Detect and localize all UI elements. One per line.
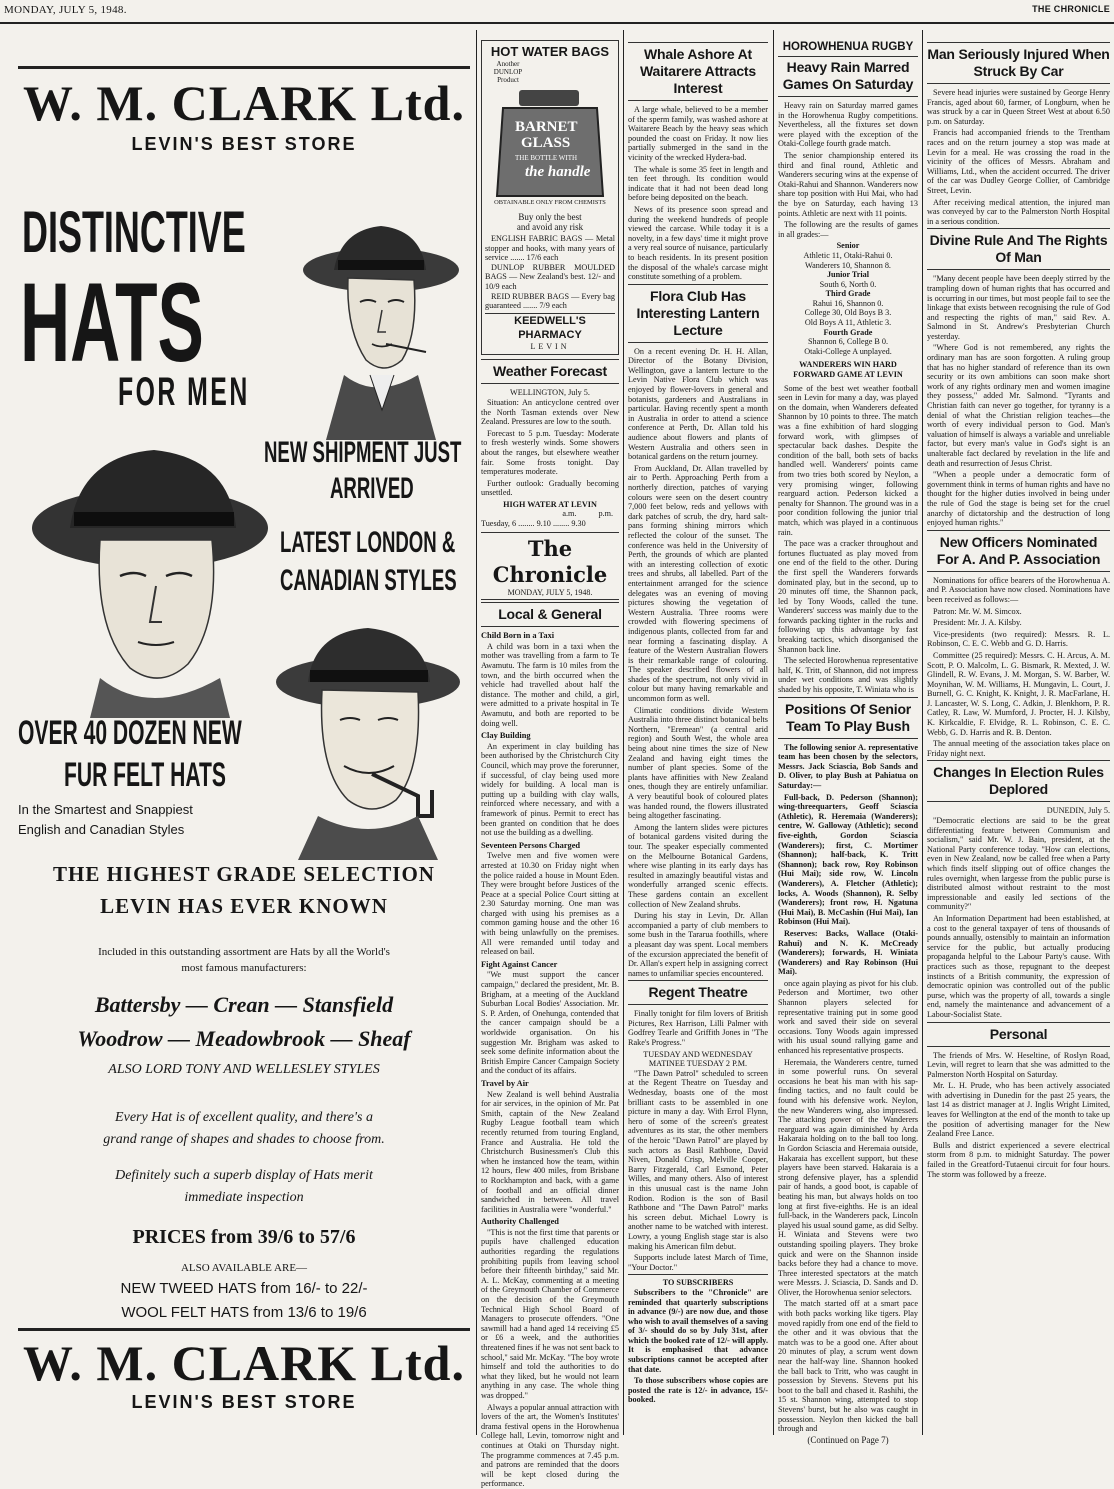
prices-line: PRICES from 39/6 to 57/6 [132,1226,356,1248]
weather-situation: Situation: An anticyclone centred over the North Tasman extends over New Zealand. Pressures are low to the south. [481,397,619,427]
senior-result-2: Wanderers 10, Shannon 8. [805,260,891,270]
whale-p3: News of its presence soon spread and during the weekend hundreds of people viewed the carcase. While today it is a novelty, in a few days' time it might prove a very real source of nuisance, particularly to beach residents. In its present position the disposal of the whale's carcase might constitute something of a problem. [628,204,768,282]
weather-forecast-text: Forecast to 5 p.m. Tuesday: Moderate to fresh westerly winds. Some showers about the ranges, but elsewhere weather fair. Some frosts tonight. Day temperatures moderate. [481,428,619,477]
dunlop-rubber-bags: DUNLOP RUBBER MOULDED BAGS — New Zealand's best. 12/- and 10/9 each [485,262,615,291]
reid-rubber-bags: REID RUBBER BAGS — Every bag guaranteed ....... 7/9 each [485,291,615,311]
election-dateline: DUNEDIN, July 5. [1046,806,1110,816]
tide-tuesday: Tuesday, 6 ........ 9.10 ........ 9.30 [481,519,586,529]
makers-line-2: Woodrow — Meadowbrook — Sheaf [77,1026,411,1051]
arrived-heading: ARRIVED [330,472,414,505]
third-result-1: Rahui 16, Shannon 0. [812,298,884,308]
new-officers-headline: New Officers Nominated For A. And P. Association [927,530,1110,572]
tide-pm: p.m. [598,509,613,519]
fur-felt-hats-heading: FUR FELT HATS [64,756,226,794]
positions-p3: Reserves: Backs, Wallace (Otaki-Rahui) and N. K. McCready (Wanderers); forwards, H. Winiata (Wanderers) and Ray Robinson (Hui Mai). [778,928,918,977]
the-handle-label: the handle [525,164,591,180]
rugby-p6: The selected Horowhenua representative half, K. Tritt, of Shannon, did not impress under wet conditions and was slightly shaded by his opposite, T. Winiata who is [778,656,918,695]
manufacturers-line: most famous manufacturers: [181,962,307,974]
clark-advertisement [18,30,470,1435]
officers-p1: Nominations for office bearers of the Horowhenua A. and P. Association have now closed. Nominations have been received as follows:— [927,575,1110,604]
flora-p2: From Auckland, Dr. Allan travelled by air to Perth. Approaching Perth from a northerly direction, patches of varying colours were seen on the desert country 7,000 feet below, reds and yellows with dark patches of scrub, the dry, hard salt-pans forming shining mirrors which reflected the colour of the sunset. The conference was held in the University of Perth, the grounds of which are planted with an interesting collection of exotic trees and shrubs, all labelled. Part of the entertainment arranged for the science delegates was an evening of moving pictures showing the vegetation of Western Australia. Three rooms were crowded with flowering specimens of indigenous plants, collected from far and near forming a fascinating display. A feature of the Western Australian flowers is their remarkable range of colouring. The speaker described flowers of all shades of the spectrum, not only vivid in colour but many having remarkable and uncommon form as well. [628,463,768,704]
travel-by-air-text: New Zealand is well behind Australia for air services, in the opinion of Mr. Pat Smith, captain of the New Zealand Rugby League football team which recently returned from touring England, France and Australia. He told the Christchurch Businessmen's Club this when he instanced how the team, within 12 hours, flew 400 miles, from Brisbane to Rockhampton and back, with a game of football and an official dinner sandwiched in between. All travel facilities in Australia were "wonderful." [481,1089,619,1214]
positions-p5: Heremaia, the Wanderers centre, turned in some powerful runs. On several occasions he beat his man with his sap-finding tactics, and no fault could be found with his defensive work. Neylon, the new Wanderers wing, also impressed. The attacking power of the Wanderers rearguard was again diminished by Arda Hakaraia holding on to the ball too long. In Gordon Sciascia and Heremaia outside, Hakaraia has excellent support, but these players have been starved. Hakaraia is a strong defensive player, has a splendid pair of hands, a good boot, is capable of beating his man, but always holds on too long at first five-eighths. He is an ideal full-back, in the Wanderers pack, Lincoln played his usual sound game, as did Selby. H. Winiata and Stevens were two outstanding spoiling players. They broke quick and were on the Shannon inside backs before they had a chance to move. Three interested spectators at the match were Messrs. J. Sciascia, D. Sands and D. Oliver, the Horowhenua senior selectors. [778,1057,918,1297]
fourth-result-2: Otaki-College A unplayed. [804,346,892,356]
hot-water-bags-title: HOT WATER BAGS [490,44,610,59]
regent-p4: Supports include latest March of Time, "Your Doctor." [628,1253,768,1272]
weather-dateline: WELLINGTON, July 5. [510,388,590,398]
included-line: Included in this outstanding assortment are Hats by all the World's [98,946,390,958]
wool-felt-hats-line: WOOL FELT HATS from 13/6 to 19/6 [121,1304,367,1321]
also-available-line: ALSO AVAILABLE ARE— [180,1262,308,1274]
positions-p1: The following senior A. representative team has been chosen by the selectors, Messrs. Jack Sciascia, Bob Sands and D. Oliver, to play Bush at Pahiatua on Saturday:— [778,742,918,790]
clay-building-text: An experiment in clay building has been authorised by the Christchurch City Council, which may prove the forerunner, if successful, of clay being used more widely for building. A local man is putting up a building with clay walls, reinforced where necessary, and with a framework of pinus. Permit to erect has been granted on condition that he does not use the building as a dwelling. [481,741,619,838]
officers-p5: Committee (25 required): Messrs. C. H. Arcus, A. M. Scott, P. O. Malcolm, L. G. Bismark, R. Mexted, J. W. Glindell, R. W. Evans, J. M. Morgan, S. W. Barber, W. Moynihan, W. M. Williams, H. Mungavin, L. Court, J. Burnell, G. C. Knight, K. Knight, J. R. MacFarlane, H. J. Lancaster, W. S. Long, C. Adkin, J. Blenkhorn, P. R. Catley, R. Law, W. Mumford, J. Procter, H. J. Kilsby, K. Kirkcaldie, F. Elvidge, R. L. Robinson, C. E. C. Webb, G. D. Harris and R. B. Denton. [927,650,1110,737]
fourth-result-1: Shannon 6, College B 0. [807,337,889,347]
flora-p4: Among the lantern slides were pictures of botanical gardens visited during the tour. The speaker especially commented on the Melbourne Botanical Gardens, where wise planting in its early days has resulted in amazingly beautiful vistas and wonderfully arranged scenic effects. These gardens contain an excellent collection of New Zealand shrubs. [628,822,768,909]
hot-water-bags-ad [481,40,619,355]
third-result-3: Old Boys A 11, Athletic 3. [804,318,892,328]
personal-p1: The friends of Mrs. W. Heseltine, of Roslyn Road, Levin, will regret to learn that she was admitted to the Palmerston North Hospital on Saturday. [927,1050,1110,1079]
chronicle-date: MONDAY, JULY 5, 1948. [481,588,619,601]
glass-label: GLASS [521,135,571,151]
for-men-heading: FOR MEN [118,370,250,414]
senior-grade: Senior [836,241,860,251]
every-hat-line-2: grand range of shapes and shades to choose from. [103,1132,385,1147]
flora-p5: During his stay in Levin, Dr. Allan accompanied a party of club members to some bush in the Tararua foothills, where a pleasant day was spent. Local members of the excursion appreciated the benefit of Dr. Allan's expert help in assigning correct names to unfamiliar species encountered. [628,911,768,978]
column-1 [481,40,619,1489]
junior-result-1: South 6, North 0. [819,279,877,289]
levin-has-ever-known-line: LEVIN HAS EVER KNOWN [100,894,388,918]
senior-result-1: Athletic 11, Otaki-Rahui 0. [803,250,893,260]
personal-p2: Mr. L. H. Prude, who has been actively associated with advertising in Dunedin for the past 25 years, the last 14 as district manager at J. Inglis Wright Limited, leaves for Wellington at the end of the month to take up the position of advertising manager for the New Zealand Free Lance. [927,1081,1110,1139]
weather-outlook: Further outlook: Gradually becoming unsettled. [481,478,619,498]
chronicle-masthead: The Chronicle [481,532,619,588]
store-tagline-footer: LEVIN'S BEST STORE [131,1392,357,1412]
fight-cancer-head: Fight Against Cancer [481,959,558,969]
tide-header [481,509,619,519]
latest-styles-heading: LATEST LONDON & [280,526,456,559]
positions-p4: once again playing as pivot for his club. Pederson and Mortimer, two other Shannon players selected for representative training put in some good work and saved their side on several occasions. Tony Woods again impressed with his usual sound rallying game and enhanced his representative prospects. [778,978,918,1056]
hot-water-bag-illustration [485,86,615,210]
divine-p2: "Where God is not remembered, any rights the ordinary man has are soon forgotten. A ruling group that has no higher standard of reference than its own security or its own ambitions can soon make short work of any rights ordinary men and women imagine they possess," added Mr. Salmond. "Tyrants and Christian faith can never go together, for tyranny is a denial of what the Christian religion teaches—the worth of every individual person to God. Man's valuation of himself is always a variable and unreliable factor, but every man's value in God's sight is an unalterable fact declared by revelation in the life and death and resurrection of Jesus Christ. [927,343,1110,468]
divine-p3: "When a people under a democratic form of government think in terms of human rights and have no thought for the higher duties involved in being under the rule of God the stage is being set for the cruel anarchy of dictatorship and the destruction of long enjoyed human rights." [927,470,1110,528]
canadian-styles-heading: CANADIAN STYLES [280,564,457,597]
pharmacy-name: KEEDWELL'S PHARMACY [485,313,615,342]
buy-best-line: Buy only the best [518,212,582,222]
flora-p3: Climatic conditions divide Western Australia into three distinct botanical belts Northern, "Eremean" (a central arid region) and South West, the whole area being about nine times the size of New Zealand and having eight times the number of plant species. Some of the plants have affinities with New Zealand ones, though they are entirely unfamiliar. A very beautiful book of coloured plates was handed round, the flowers illustrated being altogether fascinating. [628,705,768,821]
store-tagline: LEVIN'S BEST STORE [131,134,357,154]
third-result-2: College 30, Old Boys B 3. [804,308,892,318]
rugby-p2: The senior championship entered its third and final round, Athletic and Wanderers securing wins at the expense of Otaki-Rahui and Shannon. Wanderers now share top position with Hui Mai, who had the bye on Saturday, each having 13 points. Athletic are next with 11 points. [778,150,918,218]
store-name: W. M. CLARK Ltd. [23,75,465,131]
drama-festival-text: Always a popular annual attraction with lovers of the art, the Women's Institutes' drama festival opens in the Horowhenua College hall, Levin, tomorrow night and continues at Otaki on Thursday night. The programme commences at 7.45 p.m. and patrons are reminded that the doors will be kept closed during the performance. [481,1402,619,1489]
man-with-cigarette-illustration [286,210,466,440]
column-4 [927,40,1110,1435]
continued-on-page: (Continued on Page 7) [807,1434,889,1445]
distinctive-heading: DISTINCTIVE [22,200,246,265]
positions-p6: The match started off at a smart pace with both packs working like tigers. Play moved rapidly from one end of the field to the other and it was obvious that the match was to be a good one. After about 20 minutes of play, a scrum went down near the half-way line. Shannon hooked the ball back to Tritt, who was caught in possession by Stevens. Stevens put his boot to the ball and chased it. Rashihi, the 15 st. Shannon wing, attempted to stop Stevens' burst, but he also was caught in possession. Neylon then kicked the ball through and [778,1299,918,1434]
column-2 [628,40,768,1435]
whale-p1: A large whale, believed to be a member of the sperm family, was washed ashore at Waitarere Beach by the heavy seas which pounded the coast on Friday. It now lies partially submerged in the sand in the vicinity of the wrecked Hydera-bad. [628,105,768,162]
weather-forecast-headline: Weather Forecast [481,359,619,384]
rugby-p4: Some of the best wet weather football seen in Levin for many a day, was played on the domain, when Wanderers defeated Shannon by 10 points to three. The match was a fine exhibition of hard slogging forward work, with glimpses of spectacular back dashes. Despite the condition of the ball, both sets of backs handled well. Wanderers' points came from two tries both scored by Neylon, a very promising winger, following rearguard action. Pederson kicked a penalty for Shannon. The ground was in a poor condition following the junior trial match, which was played in a continuous rain. [778,383,918,537]
officers-p3: President: Mr. J. A. Kilsby. [933,618,1022,628]
also-lord-tony-line: ALSO LORD TONY AND WELLESLEY STYLES [108,1062,380,1077]
positions-p2: Full-back, D. Pederson (Shannon); wing-threequarters, Geoff Sciascia (Athletic), R. Heremaia (Wanderers); centre, W. Galloway (Athletic); second five-eighth, Gordon Sciascia (Wanderers); first, C. Mortimer (Shannon); half-back, K. Tritt (Shannon); back row, Roy Robinson (Hui Mai); side row, W. Lincoln (Wanderers), A. Fletcher (Athletic); locks, A. Woods (Shannon), R. Selby (Wanderers); front row, H. Ngatuna (Hui Mai), B. McCashin (Hui Mai), Ian Robinson (Hui Mai). [778,792,918,927]
local-general-headline: Local & General [481,602,619,627]
positions-headline: Positions Of Senior Team To Play Bush [778,697,918,739]
child-born-text: A child was born in a taxi when the mother was travelling from a farm to Te Awamutu. The farm is 10 miles from the town, and the birth occurred when the vehicle had travelled about half the distance. The mother and child, a girl, were admitted to a private hospital in Te Awamutu, and both are reported to be doing well. [481,641,619,728]
highest-grade-line: THE HIGHEST GRADE SELECTION [53,862,435,886]
barnet-label: BARNET [515,119,578,135]
child-born-head: Child Born in a Taxi [481,631,555,641]
election-p1: "Democratic elections are said to be the great differentiating feature between Communism and socialism," said Mr. W. J. Bain, president, at the National Party conference today. "How can elections, even in New Zealand, now be called free when a Party which finds itself slipping out of office changes the rules overnight, when largesse from the public purse is distributed almost without restraint to the most impressionable and easily led sections of the community?" [927,816,1110,912]
seventeen-charged-text: Twelve men and five women were arrested at 10.30 on Friday night when the police raided a house in Mount Eden. They were brought before Justices of the Peace at a special Police Court sitting at 2.30 Saturday morning. One man was charged with using his premises as a common gaming house and the other 16 with being unlawfully on the premises. All were remanded until today and released on bail. [481,851,619,957]
man-in-hat-illustration [30,428,280,718]
another-dunlop: Another DUNLOP Product [493,60,523,84]
page-date-line: MONDAY, JULY 5, 1948. [4,4,127,16]
over-40-dozen-heading: OVER 40 DOZEN NEW [18,714,242,752]
officers-p2: Patron: Mr. W. M. Simcox. [933,606,1022,616]
english-fabric-bags: ENGLISH FABRIC BAGS — Metal stopper and hooks, with many years of service ....... 17/6 each [485,234,615,263]
fight-cancer-text: "We must support the cancer campaign," declared the president, Mr. B. Brigham, at a meeting of the Auckland Suburban Local Bodies' Association. Mr. S. P. Arden, of Onehunga, contended that the cancer campaign should be a worldwide organisation. On his suggestion Mr. Brigham was asked to seek some definite information about the British Empire Cancer Campaign Society and the conduct of its affairs. [481,970,619,1076]
regent-theatre-headline: Regent Theatre [628,980,768,1005]
rugby-banner: HOROWHENUA RUGBY [778,40,918,57]
election-p2: An Information Department had been established, at a cost to the general taxpayer of tens of thousands of pounds annually, ostensibly to maintain an information service for the public, but actually producing propaganda helpful to the Labour Party's cause. With practices such as those, repugnant to the deepest instincts of a British community, the expression of democratic opinion was controlled out of the public purse, which was the property of all, towards a single end, namely the maintenance and advancement of a Labour-Socialist State. [927,913,1110,1019]
authority-challenged-head: Authority Challenged [481,1217,559,1227]
regent-p1: Finally tonight for film lovers of British Pictures, Rex Harrison, Lilli Palmer with Godfrey Tearle and Griffith Jones in "The Rake's Progress." [628,1009,768,1048]
authority-challenged-text: "This is not the first time that parents or pupils have challenged education authorities regarding the regulations prohibiting pupils from leaving school before their fifteenth birthday," said Mr. A. L. McKay, commenting at a meeting of the Greymouth Chamber of Commerce on the decision of the Greymouth Technical High School Board of Managers to prosecute offenders. "One sawmill had a hand aged 14 receiving £5 or £6 a week, and the authorities threatened fines if he was not sent back to school," said Mr. McKay. "The boy wrote himself and told the authorities to do what they liked, but he would not learn anything in any case. The whole thing was dropped." [481,1227,619,1400]
divine-p1: "Many decent people have been deeply stirred by the trampling down of human rights that has occurred and is occurring in our times, but most people fail to see the linkage that exists between recognising the rule of God and respecting the rights of man," said Rev. A. Salmond in St. Andrew's Presbyterian Church yesterday. [927,274,1110,341]
election-rules-headline: Changes In Election Rules Deplored [927,760,1110,802]
high-water-heading: HIGH WATER AT LEVIN [503,499,597,509]
flora-p1: On a recent evening Dr. H. H. Allan, Director of the Botany Division, Wellington, gave a lantern lecture to the Levin Native Flora Club which was enjoyed by flower-lovers in general and botanists, gardeners and Australians in particular. Having recently spent a month in Australia in order to attend a science conference at Perth, Dr. Allan told his audience about flowers and plants of Western Australia and others seen in botanical gardens on the return journey. [628,346,768,462]
injured-p2: Francis had accompanied friends to the Trentham races and on the return journey a stop was made at Levin for a meal. He was crossing the road in the vicinity of the offices of Messrs. Abraham and Williams, Ltd., when the accident occurred. The driver of the car was Dudley George Collier, of Cambridge Street, Levin. [927,128,1110,195]
pharmacy-town: LEVIN [530,341,570,351]
tide-am: a.m. [562,509,577,519]
subscribers-p2: To those subscribers whose copies are posted the rate is 12/- in advance, 15/- booked. [628,1376,768,1405]
flora-club-headline: Flora Club Has Interesting Lantern Lecture [628,284,768,343]
smartest-line: In the Smartest and Snappiest [18,802,193,817]
rugby-p3: The following are the results of games in all grades:— [778,220,918,239]
obtainable-line: OBTAINABLE ONLY FROM CHEMISTS [494,199,606,206]
wanderers-win-subhead: WANDERERS WIN HARD FORWARD GAME AT LEVIN [793,360,903,380]
divine-rule-headline: Divine Rule And The Rights Of Man [927,228,1110,270]
subscribers-heading: TO SUBSCRIBERS [628,1274,768,1288]
personal-headline: Personal [927,1022,1110,1047]
officers-p4: Vice-presidents (two required): Messrs. R. L. Robinson, C. E. C. Webb and G. D. Harris. [927,629,1110,649]
rugby-p5: The pace was a cracker throughout and fortunes fluctuated as play moved from one end of the field to the other. During the first spell the Wanderers forwards dominated play, but in the second, up to 20 minutes off time, the Shannon pack, led by Tony Woods, called the tune. Wanderers' success was mainly due to the forwards packing tighter in the rucks and following up this advantage by fast breaking tactics, which disorganised the Shannon back line. [778,539,918,654]
definitely-line-2: immediate inspection [184,1190,304,1205]
travel-by-air-head: Travel by Air [481,1078,529,1088]
officers-p6: The annual meeting of the association takes place on Friday night next. [927,739,1110,758]
whale-headline: Whale Ashore At Waitarere Attracts Interest [628,42,768,101]
injured-p3: After receiving medical attention, the injured man was conveyed by car to the Palmerston North Hospital in a serious condition. [927,197,1110,226]
regent-p2: TUESDAY AND WEDNESDAY MATINEE TUESDAY 2 P.M. [643,1049,753,1069]
english-canadian-line: English and Canadian Styles [18,822,185,837]
hats-heading: HATS [20,260,204,385]
fourth-grade: Fourth Grade [823,327,873,337]
definitely-line-1: Definitely such a superb display of Hats merit [115,1168,373,1183]
rugby-headline: Heavy Rain Marred Games On Saturday [778,59,918,97]
avoid-risk-line: and avoid any risk [516,222,584,232]
personal-p3: Bulls and district experienced a severe electrical storm from 8 p.m. to midnight Saturday. The power failed in the Greatford-Tutaenui circuit for four hours. The storm was followed by a freeze. [927,1140,1110,1179]
regent-p3: "The Dawn Patrol" scheduled to screen at the Regent Theatre on Tuesday and Wednesday, boasts one of the most brilliant casts to be assembled in one picture in many a day. With Errol Flynn, hero of some of the screen's greatest adventures as its star, the other members of the heroic "Dawn Patrol" are played by such actors as Basil Rathbone, David Niven, Donald Crisp, Melville Cooper, Barry Fitzgerald, Carl Esmond, Peter Willes, and many others. Also of interest in this unusual cast is the name John Rodion. Rodion is the son of Basil Rathbone and "The Dawn Patrol" marks his screen debut. Michael Lowry is another name to be watched with interest. Lowry, a young English stage star is also making his American film debut. [628,1068,768,1251]
clay-building-head: Clay Building [481,731,531,741]
masthead-small: THE CHRONICLE [1032,4,1110,14]
new-shipment-heading: NEW SHIPMENT JUST [264,436,462,469]
the-bottle-with-label: THE BOTTLE WITH [515,154,578,162]
whale-p2: The whale is some 35 feet in length and ten feet through. Its condition would indicate that it had not been dead long before being deposited on the beach. [628,164,768,203]
subscribers-p1: Subscribers to the "Chronicle" are reminded that quarterly subscriptions in advance (9/-) are now due, and those who wish to avail themselves of a saving of 3/- should do so by July 31st, after which the booked rate of 12/- will apply. It is emphasised that advance subscriptions cannot be accepted after that date. [628,1287,768,1374]
junior-grade: Junior Trial [826,270,870,280]
store-name-footer: W. M. CLARK Ltd. [23,1335,465,1391]
man-with-pipe-illustration [268,620,468,860]
seventeen-charged-head: Seventeen Persons Charged [481,840,581,850]
rugby-p1: Heavy rain on Saturday marred games in the Horowhenua Rugby competitions. Nevertheless, all the fixtures set down were played with the exception of the Otaki-College fourth grade match. [778,101,918,149]
injured-p1: Severe head injuries were sustained by George Henry Francis, aged about 60, farmer, of Longburn, when he was struck by a car in Queen Street West at about 6.50 p.m. on Saturday. [927,88,1110,126]
injured-headline: Man Seriously Injured When Struck By Car [927,42,1110,84]
every-hat-line-1: Every Hat is of excellent quality, and there's a [115,1110,373,1125]
makers-line-1: Battersby — Crean — Stansfield [94,992,394,1017]
third-grade: Third Grade [825,289,871,299]
column-3 [778,40,918,1445]
tweed-hats-line: NEW TWEED HATS from 16/- to 22/- [120,1280,368,1297]
